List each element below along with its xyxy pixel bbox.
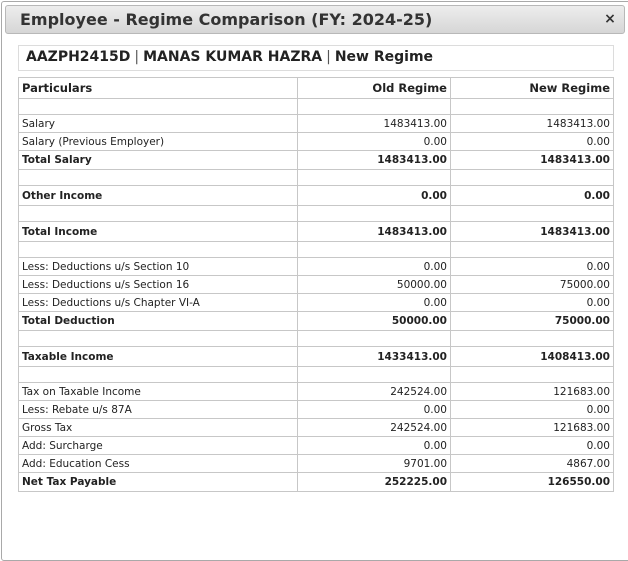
table-row xyxy=(19,419,614,437)
row-label xyxy=(19,206,298,222)
old-regime-value: 252225.00 xyxy=(298,473,451,492)
dialog-title: Employee - Regime Comparison (FY: 2024-25) xyxy=(20,10,433,29)
old-regime-value xyxy=(298,242,451,258)
table-header-row xyxy=(19,78,614,99)
new-regime-value xyxy=(451,206,614,222)
new-regime-value: 0.00 xyxy=(451,401,614,419)
row-label: Add: Education Cess xyxy=(19,455,298,473)
header-new-regime: New Regime xyxy=(451,78,614,99)
table-row xyxy=(19,151,614,170)
old-regime-value: 1483413.00 xyxy=(298,151,451,170)
table-row xyxy=(19,347,614,367)
old-regime-value: 0.00 xyxy=(298,437,451,455)
row-label: Salary xyxy=(19,115,298,133)
old-regime-value: 50000.00 xyxy=(298,276,451,294)
row-label: Taxable Income xyxy=(19,347,298,367)
row-label: Less: Deductions u/s Section 10 xyxy=(19,258,298,276)
table-row xyxy=(19,222,614,242)
table-row xyxy=(19,186,614,206)
row-label: Net Tax Payable xyxy=(19,473,298,492)
table-row xyxy=(19,242,614,258)
old-regime-value: 1483413.00 xyxy=(298,222,451,242)
row-label: Total Deduction xyxy=(19,312,298,331)
table-row xyxy=(19,401,614,419)
header-old-regime: Old Regime xyxy=(298,78,451,99)
separator: | xyxy=(134,49,140,65)
row-label xyxy=(19,99,298,115)
old-regime-value: 0.00 xyxy=(298,133,451,151)
table-row xyxy=(19,294,614,312)
row-label: Other Income xyxy=(19,186,298,206)
row-label xyxy=(19,242,298,258)
table-row xyxy=(19,367,614,383)
old-regime-value: 0.00 xyxy=(298,186,451,206)
employee-regime: New Regime xyxy=(334,49,434,65)
row-label: Gross Tax xyxy=(19,419,298,437)
close-icon[interactable]: × xyxy=(604,11,616,27)
new-regime-value xyxy=(451,331,614,347)
table-row xyxy=(19,206,614,222)
header-particulars: Particulars xyxy=(19,78,298,99)
row-label xyxy=(19,170,298,186)
row-label: Tax on Taxable Income xyxy=(19,383,298,401)
new-regime-value xyxy=(451,170,614,186)
row-label: Add: Surcharge xyxy=(19,437,298,455)
new-regime-value xyxy=(451,367,614,383)
old-regime-value: 0.00 xyxy=(298,258,451,276)
employee-pan: AAZPH2415D xyxy=(26,49,131,65)
new-regime-value: 126550.00 xyxy=(451,473,614,492)
table-row xyxy=(19,383,614,401)
new-regime-value: 1483413.00 xyxy=(451,115,614,133)
table-row xyxy=(19,258,614,276)
old-regime-value xyxy=(298,206,451,222)
new-regime-value: 1483413.00 xyxy=(451,222,614,242)
old-regime-value xyxy=(298,170,451,186)
row-label: Salary (Previous Employer) xyxy=(19,133,298,151)
row-label: Less: Deductions u/s Chapter VI-A xyxy=(19,294,298,312)
row-label: Total Income xyxy=(19,222,298,242)
new-regime-value: 75000.00 xyxy=(451,312,614,331)
table-row xyxy=(19,312,614,331)
new-regime-value: 121683.00 xyxy=(451,383,614,401)
old-regime-value: 0.00 xyxy=(298,401,451,419)
old-regime-value xyxy=(298,367,451,383)
old-regime-value: 9701.00 xyxy=(298,455,451,473)
table-row xyxy=(19,115,614,133)
old-regime-value: 0.00 xyxy=(298,294,451,312)
old-regime-value: 242524.00 xyxy=(298,419,451,437)
row-label: Less: Rebate u/s 87A xyxy=(19,401,298,419)
row-label xyxy=(19,331,298,347)
old-regime-value xyxy=(298,99,451,115)
table-row xyxy=(19,99,614,115)
old-regime-value: 50000.00 xyxy=(298,312,451,331)
new-regime-value: 1483413.00 xyxy=(451,151,614,170)
new-regime-value: 1408413.00 xyxy=(451,347,614,367)
table-row xyxy=(19,437,614,455)
table-row xyxy=(19,133,614,151)
employee-info xyxy=(18,45,614,71)
employee-name: MANAS KUMAR HAZRA xyxy=(143,49,323,65)
table-row xyxy=(19,331,614,347)
new-regime-value: 4867.00 xyxy=(451,455,614,473)
dialog-titlebar[interactable] xyxy=(5,5,625,34)
table-row xyxy=(19,276,614,294)
table-row xyxy=(19,455,614,473)
new-regime-value xyxy=(451,99,614,115)
old-regime-value xyxy=(298,331,451,347)
new-regime-value: 0.00 xyxy=(451,294,614,312)
new-regime-value: 0.00 xyxy=(451,186,614,206)
new-regime-value: 0.00 xyxy=(451,258,614,276)
new-regime-value: 121683.00 xyxy=(451,419,614,437)
row-label xyxy=(19,367,298,383)
row-label: Total Salary xyxy=(19,151,298,170)
new-regime-value: 75000.00 xyxy=(451,276,614,294)
regime-comparison-table xyxy=(18,77,614,492)
old-regime-value: 242524.00 xyxy=(298,383,451,401)
table-row xyxy=(19,473,614,492)
new-regime-value: 0.00 xyxy=(451,133,614,151)
row-label: Less: Deductions u/s Section 16 xyxy=(19,276,298,294)
old-regime-value: 1433413.00 xyxy=(298,347,451,367)
new-regime-value xyxy=(451,242,614,258)
table-row xyxy=(19,170,614,186)
new-regime-value: 0.00 xyxy=(451,437,614,455)
separator: | xyxy=(326,49,331,65)
old-regime-value: 1483413.00 xyxy=(298,115,451,133)
